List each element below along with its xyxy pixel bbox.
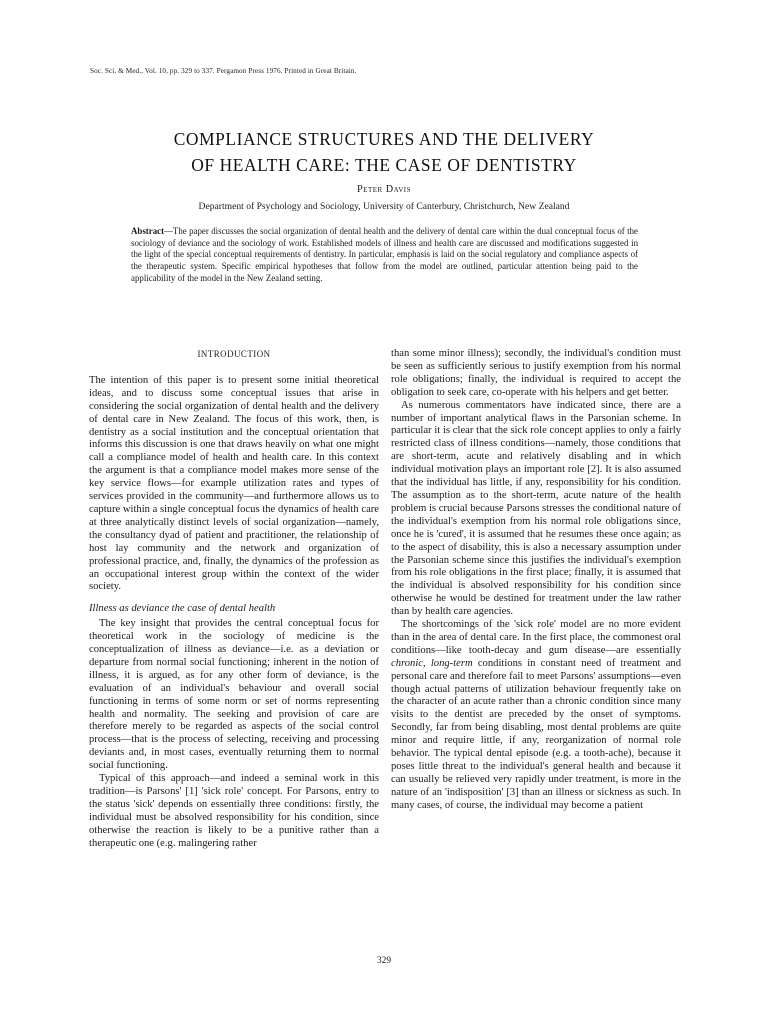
author-name: Peter Davis [357,184,411,195]
title-line-2: OF HEALTH CARE: THE CASE OF DENTISTRY [191,155,577,175]
body-paragraph: The key insight that provides the central conceptual focus for theoretical work in the sociology of medicine is the conceptualization of illness as deviance—i.e. as a deviation or departure from normal social functioning; inherent in the notion of illness, it is argued, as for any other form of deviance, is the evaluation of an individual's behaviour and overall social functioning in terms of some norm or set of norms representing health and normality. The seeking and provision of care are therefore merely to be regarded as aspects of the social control process—that is the process of selecting, receiving and processing deviants and, in most cases, eventually returning them to normal social functioning. [89,618,379,772]
text-run: The shortcomings of the 'sick role' model are no more evident than in the area of dental care. In the first place, the commonest oral conditions—like tooth-decay and gum disease—are essentially [391,619,681,656]
body-paragraph: As numerous commentators have indicated since, there are a number of important analytical flaws in the Parsonian scheme. In particular it is clear that the sick role concept applies to only a fairly restricted class of illness conditions—namely, those conditions that are short-term, acute and relatively disabling and in which individual motivation plays an important role [2]. It is also assumed that the individual has little, if any, responsibility for his condition. The assumption as to the short-term, acute nature of the health problem is crucial because Parsons stresses the conditional nature of the individual's exemption from his normal role obligations since, once he is 'cured', it is assumed that he resumes these once again; as to the aspect of disability, this is also a necessary assumption under the Parsonian scheme since this justifies the individual's exemption from his role obligations in the first place; finally, it is assumed that the individual is absolved responsibility for his condition since otherwise he would be destined for treatment under the law rather than by health care agencies. [391,399,681,618]
subsection-heading: Illness as deviance the case of dental health [89,603,276,615]
right-column [391,348,681,813]
emphasis-text: chronic, long-term [391,657,473,669]
text-run: conditions in constant need of treatment and personal care and therefore fail to meet Parsons' assumptions—even though actual patterns of utilization behaviour frequently take on the character of an acute rather than a chronic condition since many visits to the dentist are preceded by the onset of symptoms. Secondly, far from being disabling, most dental problems are quite minor and require little, if any, reorganization of normal role behavior. The typical dental episode (e.g. a tooth-ache), because it poses little threat to the individual's general health and because it can usually be relieved very rapidly under treatment, is more in the nature of an 'indisposition' [3] than an illness or sickness as such. In many cases, of course, the individual may become a patient [391,657,681,811]
paper-title [80,126,688,178]
intro-paragraph: The intention of this paper is to present some initial theoretical ideas, and to discuss some conceptual issues that arise in considering the social organization of dental health and the delivery of dental care in New Zealand. The focus of this work, then, is dentistry as a social institution and the conceptual orientation that informs this discussion is one that draws heavily on what one might call a compliance model of health and health care. In this context the argument is that a compliance model makes more sense of the key service flows—for example utilization rates and types of services provided in the community—and furthermore allows us to capture within a single conceptual focus the dynamics of health care at three analytically distinct levels of social organization—namely, the consultancy dyad of patient and practitioner, the relationship of host lay community and the network and organization of professional practice, and, finally, the dynamics of the profession as an occupational interest group within the context of the wider society. [89,374,379,593]
author-affiliation: Department of Psychology and Sociology, University of Canterbury, Christchurch, New Zealand [198,201,570,212]
abstract-text: —The paper discusses the social organization of dental health and the delivery of dental care within the dual conceptual focus of the sociology of deviance and the sociology of work. Established models of illness and health care are discussed and modifications suggested in the light of the special conceptual requirements of dentistry. In particular, emphasis is laid on the social regulatory and compliance aspects of the therapeutic system. Specific empirical hypotheses that follow from the model are outlined, particular attention being paid to the applicability of the model in the New Zealand setting. [131,226,638,283]
body-paragraph: Typical of this approach—and indeed a seminal work in this tradition—is Parsons' [1] 'sick role' concept. For Parsons, entry to the status 'sick' depends on essentially three conditions: firstly, the individual must be absolved responsibility for his condition, since otherwise the reaction is likely to be a punitive rather than a therapeutic one (e.g. malingering rather [89,773,379,849]
body-paragraph [391,619,681,813]
page-number: 329 [376,956,392,966]
body-paragraph: than some minor illness); secondly, the individual's condition must be seen as sufficiently serious to justify exemption from his normal role obligations; finally, the individual is required to accept the obligation to seek care, co-operate with his helpers and get better. [391,348,681,398]
abstract [131,226,638,285]
section-heading-introduction: INTRODUCTION [197,349,271,359]
journal-citation: Soc. Sci. & Med., Vol. 10, pp. 329 to 337. Pergamon Press 1976. Printed in Great Britain. [90,67,357,75]
title-line-1: COMPLIANCE STRUCTURES AND THE DELIVERY [173,129,595,149]
left-column [89,348,379,851]
abstract-label: Abstract [131,226,165,236]
